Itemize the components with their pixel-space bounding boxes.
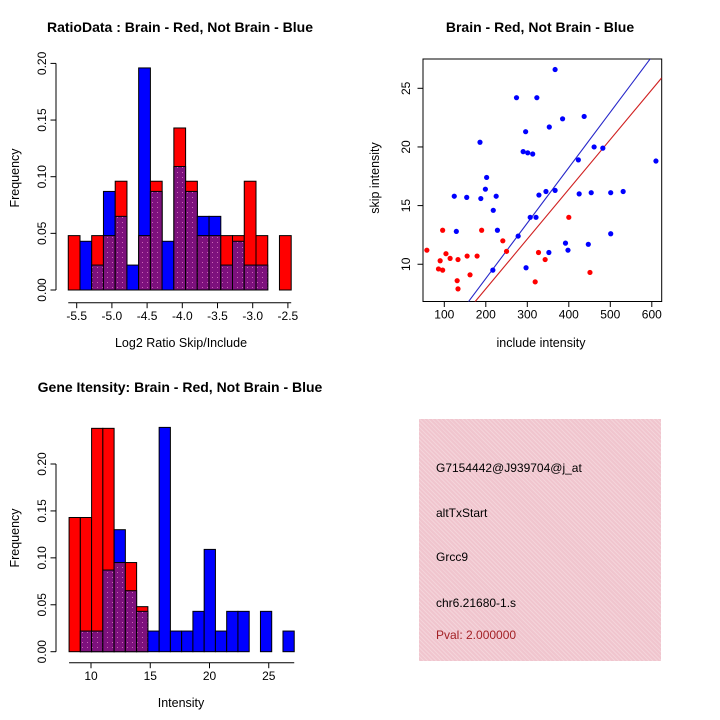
ratio_hist-title: RatioData : Brain - Red, Not Brain - Blue xyxy=(46,19,314,35)
scatter-x-axis xyxy=(434,302,662,322)
svg-text:0.05: 0.05 xyxy=(35,593,49,617)
info-line-probe-id: G7154442@J939704@j_at xyxy=(436,461,582,475)
ratio_hist-y-axis xyxy=(35,51,56,301)
info-line-event-type: altTxStart xyxy=(436,506,488,520)
svg-text:25: 25 xyxy=(399,81,413,95)
svg-text:-5.0: -5.0 xyxy=(101,309,123,323)
scatter-y-axis xyxy=(399,81,423,271)
gene_hist-y-axis xyxy=(35,452,56,663)
ratio-histogram-chart xyxy=(0,0,360,360)
gene_hist-title: Gene Itensity: Brain - Red, Not Brain - Blue xyxy=(37,379,323,395)
gene_hist-bars xyxy=(69,427,294,651)
svg-text:20: 20 xyxy=(202,669,217,683)
scatter-plot-box xyxy=(423,59,662,302)
scatter-x-axis-label: include intensity xyxy=(496,336,586,350)
svg-text:20: 20 xyxy=(399,140,413,154)
ratio_hist-bars xyxy=(68,68,291,290)
svg-text:0.00: 0.00 xyxy=(35,640,49,664)
svg-text:0.00: 0.00 xyxy=(35,278,49,302)
svg-text:100: 100 xyxy=(434,307,455,322)
svg-text:300: 300 xyxy=(517,307,538,322)
svg-text:-2.5: -2.5 xyxy=(277,309,299,323)
gene_hist-x-axis xyxy=(69,663,294,683)
info-line-location: chr6.21680-1.s xyxy=(436,596,517,610)
svg-text:15: 15 xyxy=(143,669,157,683)
ratio_hist-x-axis xyxy=(66,303,298,323)
svg-text:0.15: 0.15 xyxy=(35,108,49,132)
svg-text:600: 600 xyxy=(641,307,662,322)
ratio_hist-y-axis-label: Frequency xyxy=(8,148,22,208)
svg-text:500: 500 xyxy=(600,307,621,322)
points-brain-red xyxy=(424,215,592,292)
svg-text:0.05: 0.05 xyxy=(35,221,49,246)
fit-line-blue xyxy=(468,59,650,302)
info-panel xyxy=(360,360,720,720)
svg-text:400: 400 xyxy=(558,307,579,322)
svg-text:10: 10 xyxy=(399,257,413,271)
scatter-y-axis-label: skip intensity xyxy=(368,142,382,214)
gene_hist-x-axis-label: Intensity xyxy=(157,696,205,710)
svg-text:0.10: 0.10 xyxy=(35,165,49,189)
svg-text:25: 25 xyxy=(262,669,276,683)
svg-text:-3.5: -3.5 xyxy=(207,309,228,323)
ratio_hist-x-axis-label: Log2 Ratio Skip/Include xyxy=(114,336,248,350)
svg-text:0.20: 0.20 xyxy=(35,51,49,76)
scatter-title: Brain - Red, Not Brain - Blue xyxy=(445,19,635,35)
fit-line-red xyxy=(475,78,662,302)
info-line-gene-name: Grcc9 xyxy=(436,550,469,564)
svg-text:15: 15 xyxy=(399,198,413,213)
svg-text:0.10: 0.10 xyxy=(35,546,49,570)
gene-intensity-histogram-chart xyxy=(0,360,360,720)
svg-text:200: 200 xyxy=(475,307,496,322)
svg-text:0.20: 0.20 xyxy=(35,452,49,476)
gene-info-box xyxy=(419,419,661,661)
points-not-brain-blue xyxy=(452,67,659,273)
scatter-panel xyxy=(360,0,720,360)
svg-text:-4.5: -4.5 xyxy=(136,309,158,323)
svg-text:0.15: 0.15 xyxy=(35,499,49,523)
intensity-scatter-chart xyxy=(360,0,720,360)
svg-text:-3.0: -3.0 xyxy=(242,309,264,323)
gene_hist-y-axis-label: Frequency xyxy=(8,508,22,568)
svg-text:10: 10 xyxy=(84,669,98,683)
ratio-histogram-panel xyxy=(0,0,360,360)
gene-histogram-panel xyxy=(0,360,360,720)
svg-text:-4.0: -4.0 xyxy=(171,309,193,323)
info-line-pval: Pval: 2.000000 xyxy=(436,628,517,642)
fit-lines xyxy=(468,59,661,302)
svg-text:-5.5: -5.5 xyxy=(66,309,88,323)
